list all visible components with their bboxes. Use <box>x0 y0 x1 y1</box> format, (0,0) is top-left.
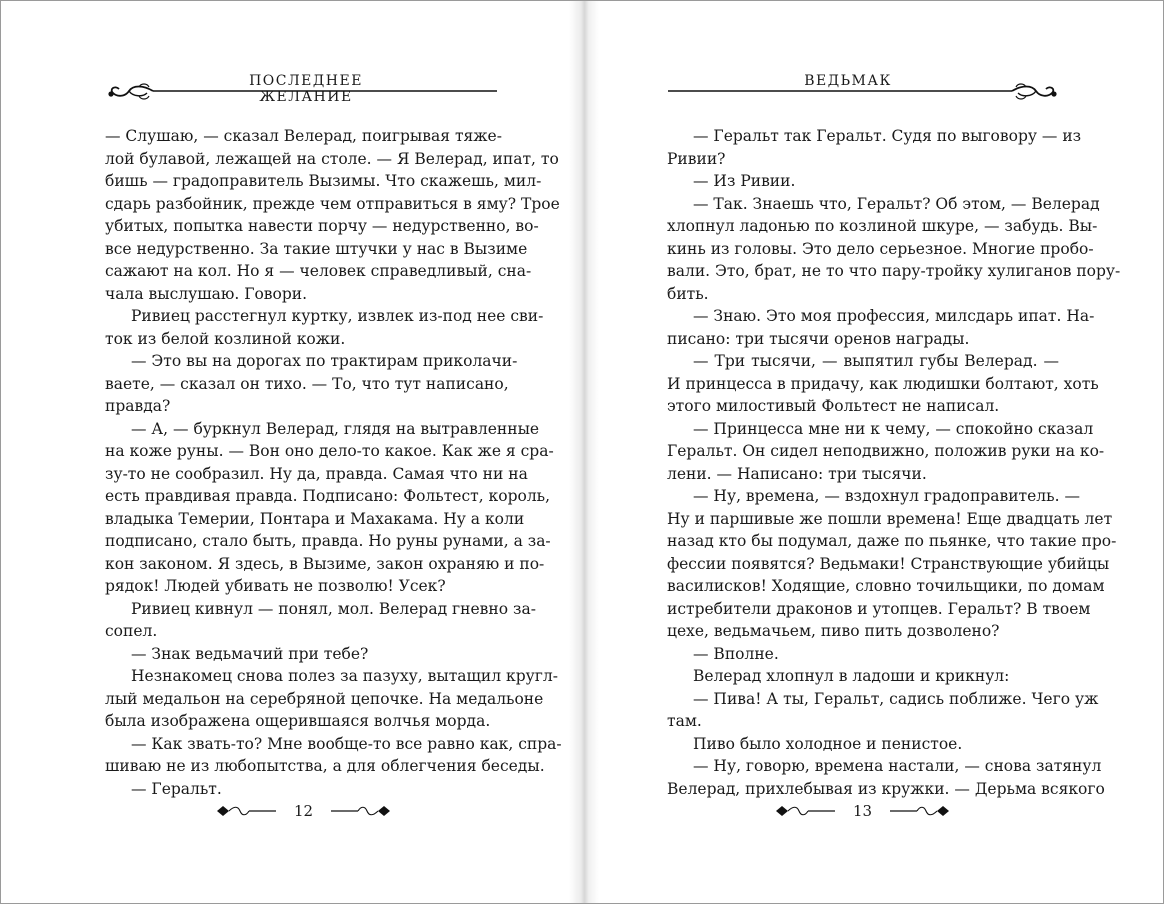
folio-ornament-right <box>888 803 950 819</box>
text-line: И принцесса в придачу, как людишки болтают, хоть <box>667 374 1099 393</box>
left-page-body <box>105 125 562 800</box>
text-line: — Три тысячи, — выпятил губы Велерад. — <box>693 352 1059 370</box>
text-line: Геральт. Он сидел неподвижно, положив руки на ко- <box>667 442 1105 460</box>
text-line: — Из Ривии. <box>693 172 796 190</box>
footer-left <box>216 801 391 821</box>
text-line: там. <box>667 712 702 730</box>
text-line: Ривии? <box>667 149 726 168</box>
text-line: цехе, ведьмачьем, пиво пить дозволено? <box>667 622 1000 640</box>
text-line: — Слушаю, — сказал Велерад, поигрывая тяже- <box>105 127 502 145</box>
text-line: Велерад хлопнул в ладоши и крикнул: <box>693 667 1010 685</box>
text-line: этого милостивый Фольтест не написал. <box>667 397 1000 415</box>
text-line: — Так. Знаешь что, Геральт? Об этом, — Велерад <box>693 194 1100 213</box>
text-line: — Знак ведьмачий при тебе? <box>131 644 369 663</box>
text-line: на коже руны. — Вон оно дело-то какое. Как же я сра- <box>105 442 554 460</box>
running-head-right: ВЕДЬМАК <box>804 73 892 89</box>
header-ornament-right <box>666 83 1062 103</box>
text-line: лый медальон на серебряной цепочке. На медальоне <box>105 689 544 708</box>
text-line: сажают на кол. Но я — человек справедливый, сна- <box>105 262 532 280</box>
folio-ornament-right <box>329 803 391 819</box>
text-line: кон законом. Я здесь, в Вызиме, закон охраняю и по- <box>105 554 545 573</box>
page-number-left: 12 <box>293 802 314 820</box>
running-head-left: ПОСЛЕДНЕЕ ЖЕЛАНИЕ <box>249 73 363 105</box>
text-line: правда? <box>105 397 171 415</box>
right-page-body <box>667 125 1121 800</box>
text-line: Ривиец расстегнул куртку, извлек из-под нее сви- <box>131 307 544 325</box>
text-line: истребители драконов и утопцев. Геральт? В твоем <box>667 599 1091 618</box>
text-line: — Ну, времена, — вздохнул градоправитель. — <box>693 487 1080 505</box>
text-line: — Принцесса мне ни к чему, — спокойно сказал <box>693 419 1094 438</box>
text-line: — Геральт. <box>131 779 222 798</box>
text-line: шиваю не из любопытства, а для облегчения беседы. <box>105 757 545 775</box>
text-line: Велерад, прихлебывая из кружки. — Дерьма всякого <box>667 779 1105 798</box>
text-line: — Пива! А ты, Геральт, садись поближе. Чего уж <box>693 689 1099 708</box>
text-line: ваете, — сказал он тихо. — То, что тут написано, <box>105 374 509 393</box>
text-line: вали. Это, брат, не то что пару-тройку хулиганов пору- <box>667 262 1121 280</box>
text-line: — Как звать-то? Мне вообще-то все равно как, спра- <box>131 734 562 753</box>
text-line: — Ну, говорю, времена настали, — снова затянул <box>693 757 1102 775</box>
footer-right <box>775 801 950 821</box>
right-page <box>583 1 1163 903</box>
text-line: писано: три тысячи оренов награды. <box>667 329 970 348</box>
text-line: хлопнул ладонью по козлиной шкуре, — забудь. Вы- <box>667 217 1098 235</box>
text-line: чала выслушаю. Говори. <box>105 284 308 303</box>
text-line: Пиво было холодное и пенистое. <box>693 734 963 753</box>
text-line: подписано, стало быть, правда. Но руны рунами, а за- <box>105 532 551 550</box>
text-line: владыка Темерии, Понтара и Махакама. Ну а коли <box>105 509 525 528</box>
text-line: ток из белой козлиной кожи. <box>105 329 346 348</box>
text-line: назад кто бы подумал, даже по пьянке, что такие про- <box>667 532 1117 550</box>
text-line: бить. <box>667 284 709 303</box>
page-number-right: 13 <box>852 802 873 820</box>
text-line: рядок! Людей убивать не позволю! Усек? <box>105 577 446 595</box>
text-line: Ну и паршивые же пошли времена! Еще двадцать лет <box>667 509 1113 528</box>
text-line: была изображена ощерившаяся волчья морда. <box>105 712 491 730</box>
text-line: есть правдивая правда. Подписано: Фольтест, король, <box>105 487 551 505</box>
text-line: бишь — градоправитель Вызимы. Что скажешь, мил- <box>105 172 542 190</box>
text-line: — Геральт так Геральт. Судя по выговору — из <box>693 127 1082 145</box>
text-line: — Вполне. <box>693 644 779 663</box>
text-line: фессии появятся? Ведьмаки! Странствующие убийцы <box>667 554 1110 573</box>
text-line: — Это вы на дорогах по трактирам приколачи- <box>131 352 518 370</box>
text-line: убитых, попытка навести порчу — недурственно, во- <box>105 217 539 235</box>
text-line: зу-то не сообразил. Ну да, правда. Самая что ни на <box>105 464 528 483</box>
text-line: — А, — буркнул Велерад, глядя на вытравленные <box>131 419 540 438</box>
text-line: сдарь разбойник, прежде чем отправиться в яму? Трое <box>105 194 560 213</box>
text-line: кинь из головы. Это дело серьезное. Многие пробо- <box>667 239 1094 258</box>
text-line: василисков! Ходящие, словно точильщики, по домам <box>667 577 1105 595</box>
text-line: — Знаю. Это моя профессия, милсдарь ипат. На- <box>693 307 1095 325</box>
text-line: лени. — Написано: три тысячи. <box>667 464 927 483</box>
header-ornament-left <box>103 83 499 103</box>
text-line: сопел. <box>105 622 158 640</box>
text-line: Ривиец кивнул — понял, мол. Велерад гневно за- <box>131 599 536 618</box>
text-line: Незнакомец снова полез за пазуху, вытащил кругл- <box>131 667 558 685</box>
text-line: все недурственно. За такие штучки у нас в Вызиме <box>105 239 528 258</box>
text-line: лой булавой, лежащей на столе. — Я Велерад, ипат, то <box>105 149 559 168</box>
left-page <box>1 1 583 903</box>
